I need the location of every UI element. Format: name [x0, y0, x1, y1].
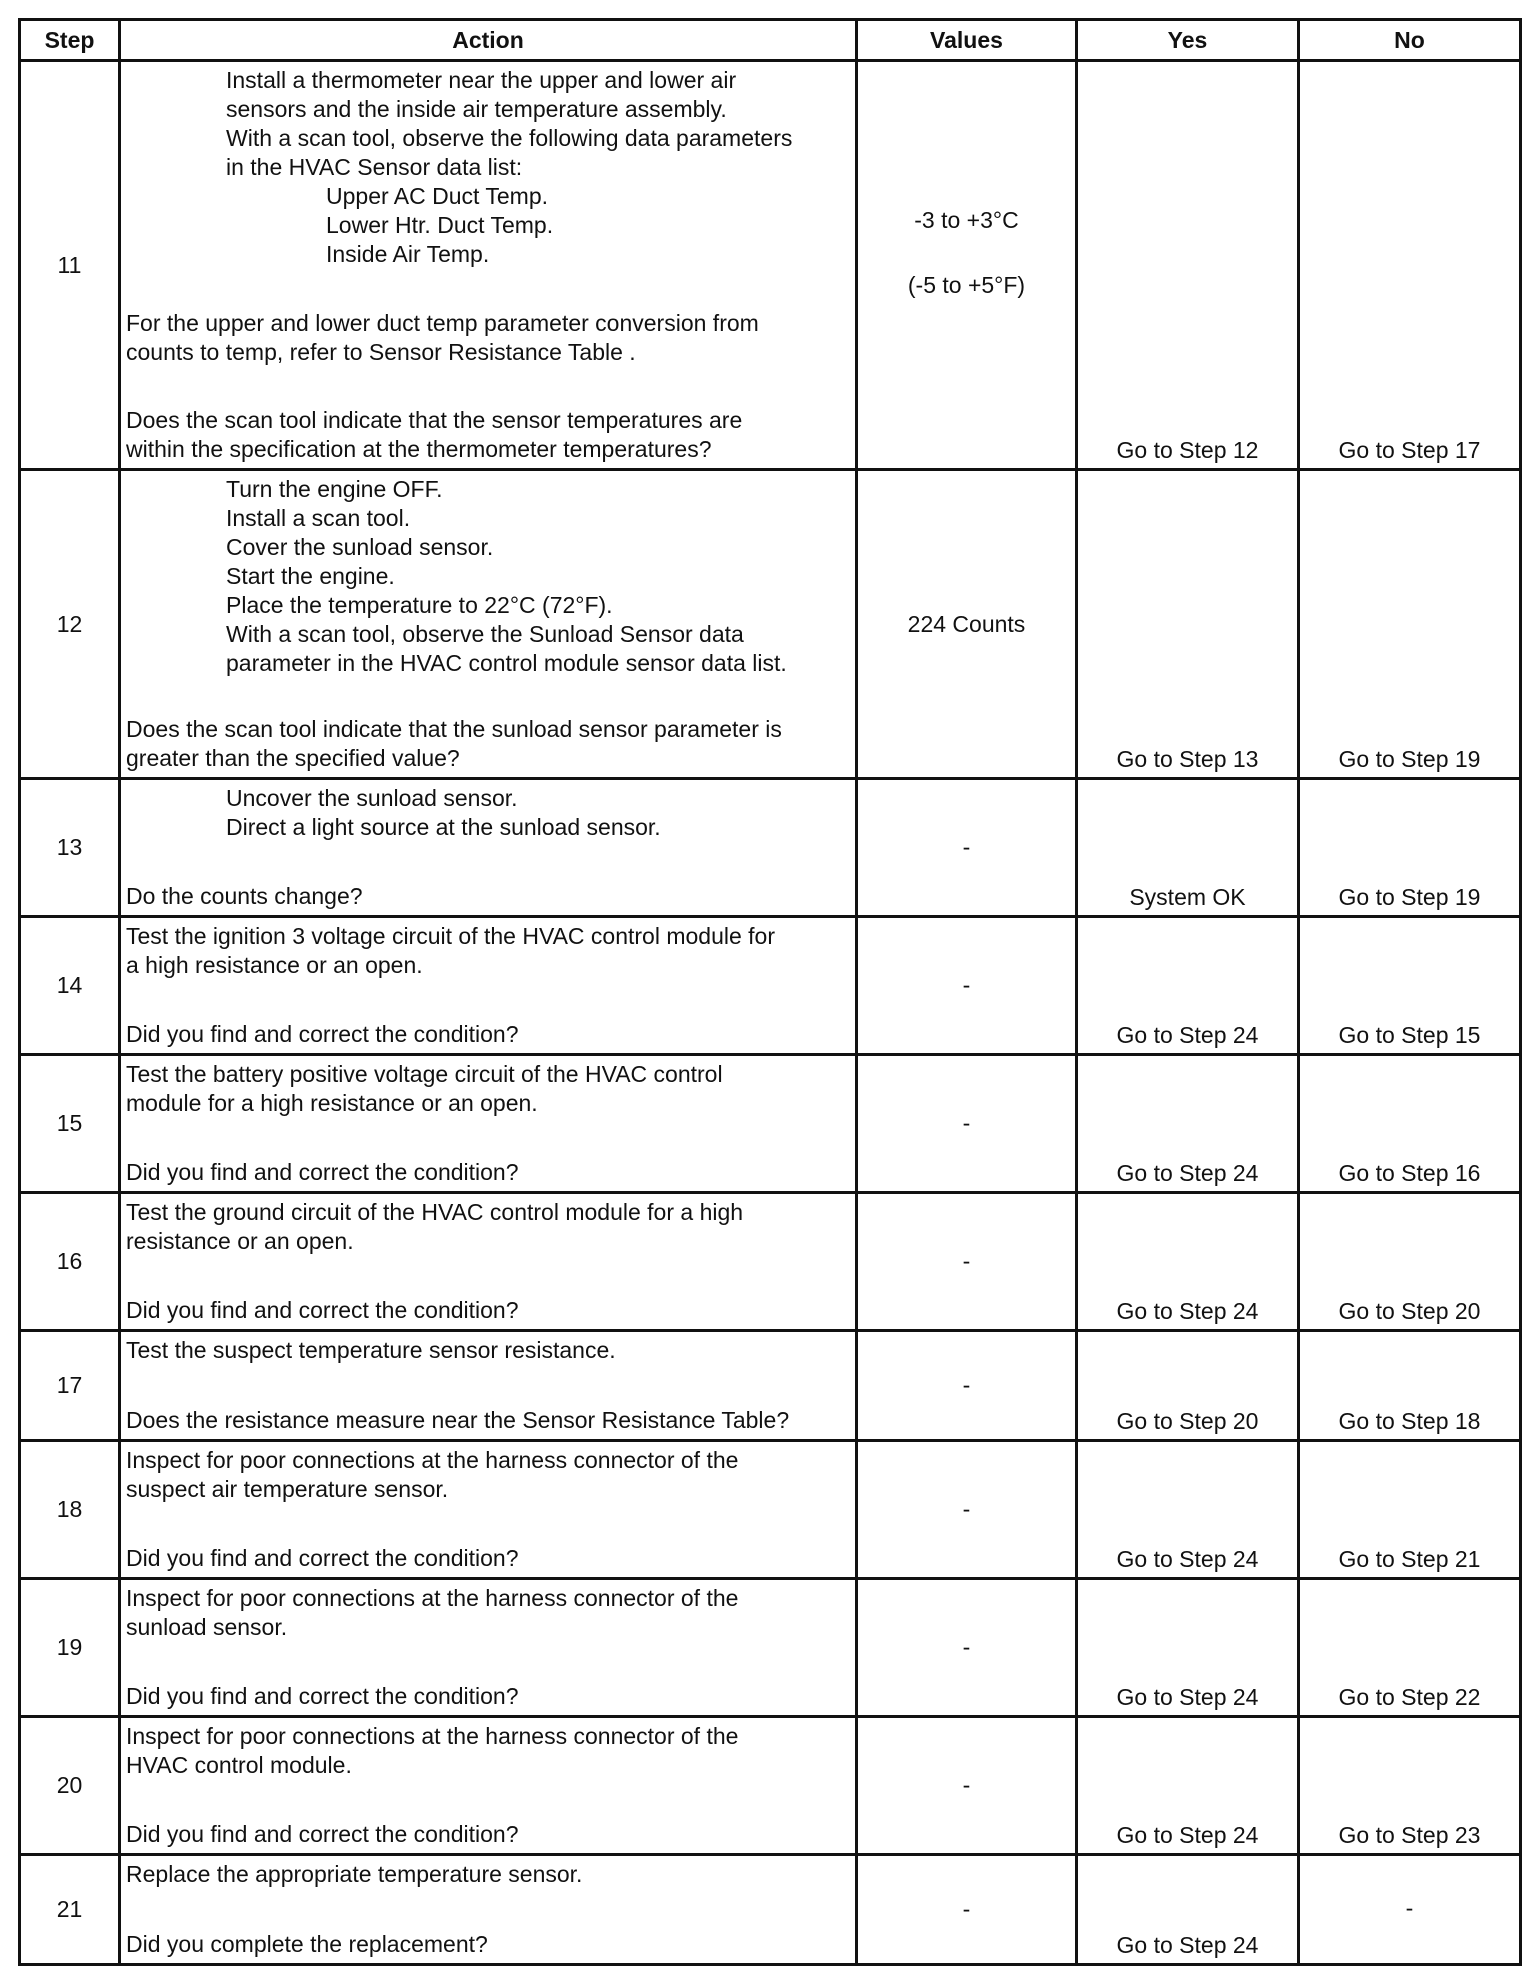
header-action: Action: [120, 20, 857, 61]
action-line: sunload sensor.: [126, 1614, 288, 1640]
action-question: Did you find and correct the condition?: [126, 1159, 519, 1185]
no-cell: Go to Step 23: [1299, 1717, 1521, 1855]
table-row-step-20: [20, 1717, 1521, 1855]
action-cell: [120, 1579, 857, 1717]
action-cell: [120, 1055, 857, 1193]
yes-cell: Go to Step 24: [1077, 1055, 1299, 1193]
no-cell: -: [1299, 1855, 1521, 1965]
table-row-step-17: [20, 1331, 1521, 1441]
values-cell: -: [857, 1193, 1077, 1331]
action-question: Does the scan tool indicate that the sunload sensor parameter is: [126, 716, 782, 742]
no-cell: Go to Step 19: [1299, 779, 1521, 917]
action-line: Test the suspect temperature sensor resistance.: [126, 1337, 616, 1363]
action-line: Start the engine.: [226, 563, 395, 589]
action-line: resistance or an open.: [126, 1228, 354, 1254]
values-cell: [857, 61, 1077, 470]
step-number: 20: [20, 1717, 120, 1855]
action-question: Does the resistance measure near the Sensor Resistance Table?: [126, 1407, 790, 1433]
yes-cell: Go to Step 24: [1077, 1717, 1299, 1855]
values-cell: -: [857, 917, 1077, 1055]
step-number: 17: [20, 1331, 120, 1441]
step-number: 11: [20, 61, 120, 470]
action-line: Lower Htr. Duct Temp.: [326, 212, 554, 238]
action-cell: [120, 1193, 857, 1331]
header-yes: Yes: [1077, 20, 1299, 61]
action-line: Test the ignition 3 voltage circuit of the HVAC control module for: [126, 923, 776, 949]
header-values: Values: [857, 20, 1077, 61]
action-line: in the HVAC Sensor data list:: [226, 154, 523, 180]
no-cell: Go to Step 17: [1299, 61, 1521, 470]
no-cell: Go to Step 22: [1299, 1579, 1521, 1717]
action-line: Turn the engine OFF.: [226, 476, 443, 502]
action-line: Install a scan tool.: [226, 505, 411, 531]
step-number: 16: [20, 1193, 120, 1331]
step-number: 14: [20, 917, 120, 1055]
values-cell: -: [857, 1579, 1077, 1717]
yes-cell: Go to Step 13: [1077, 470, 1299, 779]
table-row-step-18: [20, 1441, 1521, 1579]
yes-cell: Go to Step 24: [1077, 1441, 1299, 1579]
action-line: Inside Air Temp.: [326, 241, 490, 267]
yes-cell: Go to Step 12: [1077, 61, 1299, 470]
action-question: Did you find and correct the condition?: [126, 1545, 519, 1571]
table-row-step-13: [20, 779, 1521, 917]
action-question: Do the counts change?: [126, 883, 363, 909]
table-row-step-12: [20, 470, 1521, 779]
table-row-step-14: [20, 917, 1521, 1055]
table-row-step-16: [20, 1193, 1521, 1331]
action-note: counts to temp, refer to Sensor Resistance Table .: [126, 338, 636, 365]
action-line: Replace the appropriate temperature sensor.: [126, 1861, 583, 1887]
no-cell: Go to Step 18: [1299, 1331, 1521, 1441]
header-no: No: [1299, 20, 1521, 61]
action-line: Cover the sunload sensor.: [226, 534, 494, 560]
action-cell: [120, 1331, 857, 1441]
action-cell: [120, 470, 857, 779]
action-line: sensors and the inside air temperature assembly.: [226, 96, 727, 122]
step-number: 12: [20, 470, 120, 779]
table-row-step-11: [20, 61, 1521, 470]
yes-cell: Go to Step 24: [1077, 1193, 1299, 1331]
action-question: Did you find and correct the condition?: [126, 1297, 519, 1323]
action-line: Test the battery positive voltage circuit of the HVAC control: [126, 1061, 723, 1087]
action-cell: [120, 61, 857, 470]
yes-cell: Go to Step 20: [1077, 1331, 1299, 1441]
table-header-row: [20, 20, 1521, 61]
action-line: a high resistance or an open.: [126, 952, 423, 978]
header-step: Step: [20, 20, 120, 61]
values-cell: 224 Counts: [857, 470, 1077, 779]
action-line: Install a thermometer near the upper and lower air: [226, 67, 737, 93]
action-question: within the specification at the thermometer temperatures?: [126, 436, 712, 462]
action-line: module for a high resistance or an open.: [126, 1090, 538, 1116]
action-line: parameter in the HVAC control module sensor data list.: [226, 650, 787, 676]
step-number: 21: [20, 1855, 120, 1965]
step-number: 15: [20, 1055, 120, 1193]
values-cell: -: [857, 1441, 1077, 1579]
action-cell: [120, 779, 857, 917]
diagnostic-table: [18, 18, 1522, 1966]
action-line: Uncover the sunload sensor.: [226, 785, 518, 811]
step-number: 13: [20, 779, 120, 917]
yes-cell: Go to Step 24: [1077, 917, 1299, 1055]
action-line: With a scan tool, observe the following data parameters: [226, 125, 793, 151]
action-question: Did you find and correct the condition?: [126, 1683, 519, 1709]
value-celsius: -3 to +3°C: [914, 207, 1019, 233]
action-question: Did you complete the replacement?: [126, 1931, 488, 1957]
values-cell: -: [857, 1055, 1077, 1193]
value-fahrenheit: (-5 to +5°F): [907, 272, 1026, 298]
no-cell: Go to Step 15: [1299, 917, 1521, 1055]
action-note: For the upper and lower duct temp parameter conversion from: [126, 309, 759, 336]
values-cell: -: [857, 1855, 1077, 1965]
values-cell: -: [857, 1717, 1077, 1855]
no-cell: Go to Step 21: [1299, 1441, 1521, 1579]
no-cell: Go to Step 19: [1299, 470, 1521, 779]
table-row-step-21: [20, 1855, 1521, 1965]
action-line: suspect air temperature sensor.: [126, 1476, 449, 1502]
values-cell: -: [857, 779, 1077, 917]
action-cell: [120, 917, 857, 1055]
action-cell: [120, 1441, 857, 1579]
no-cell: Go to Step 16: [1299, 1055, 1521, 1193]
yes-cell: System OK: [1077, 779, 1299, 917]
action-cell: [120, 1855, 857, 1965]
action-cell: [120, 1717, 857, 1855]
action-line: Direct a light source at the sunload sensor.: [226, 814, 661, 840]
action-question: Does the scan tool indicate that the sensor temperatures are: [126, 407, 743, 433]
action-line: Upper AC Duct Temp.: [326, 183, 549, 209]
action-line: Place the temperature to 22°C (72°F).: [226, 592, 613, 618]
table-row-step-19: [20, 1579, 1521, 1717]
step-number: 18: [20, 1441, 120, 1579]
action-question: Did you find and correct the condition?: [126, 1021, 519, 1047]
action-question: greater than the specified value?: [126, 745, 460, 771]
action-line: Inspect for poor connections at the harness connector of the: [126, 1723, 739, 1749]
values-cell: -: [857, 1331, 1077, 1441]
action-line: HVAC control module.: [126, 1752, 352, 1778]
action-question: Did you find and correct the condition?: [126, 1821, 519, 1847]
table-row-step-15: [20, 1055, 1521, 1193]
step-number: 19: [20, 1579, 120, 1717]
action-line: With a scan tool, observe the Sunload Sensor data: [226, 621, 744, 647]
action-line: Test the ground circuit of the HVAC control module for a high: [126, 1199, 744, 1225]
yes-cell: Go to Step 24: [1077, 1855, 1299, 1965]
action-line: Inspect for poor connections at the harness connector of the: [126, 1585, 739, 1611]
yes-cell: Go to Step 24: [1077, 1579, 1299, 1717]
action-line: Inspect for poor connections at the harness connector of the: [126, 1447, 739, 1473]
no-cell: Go to Step 20: [1299, 1193, 1521, 1331]
